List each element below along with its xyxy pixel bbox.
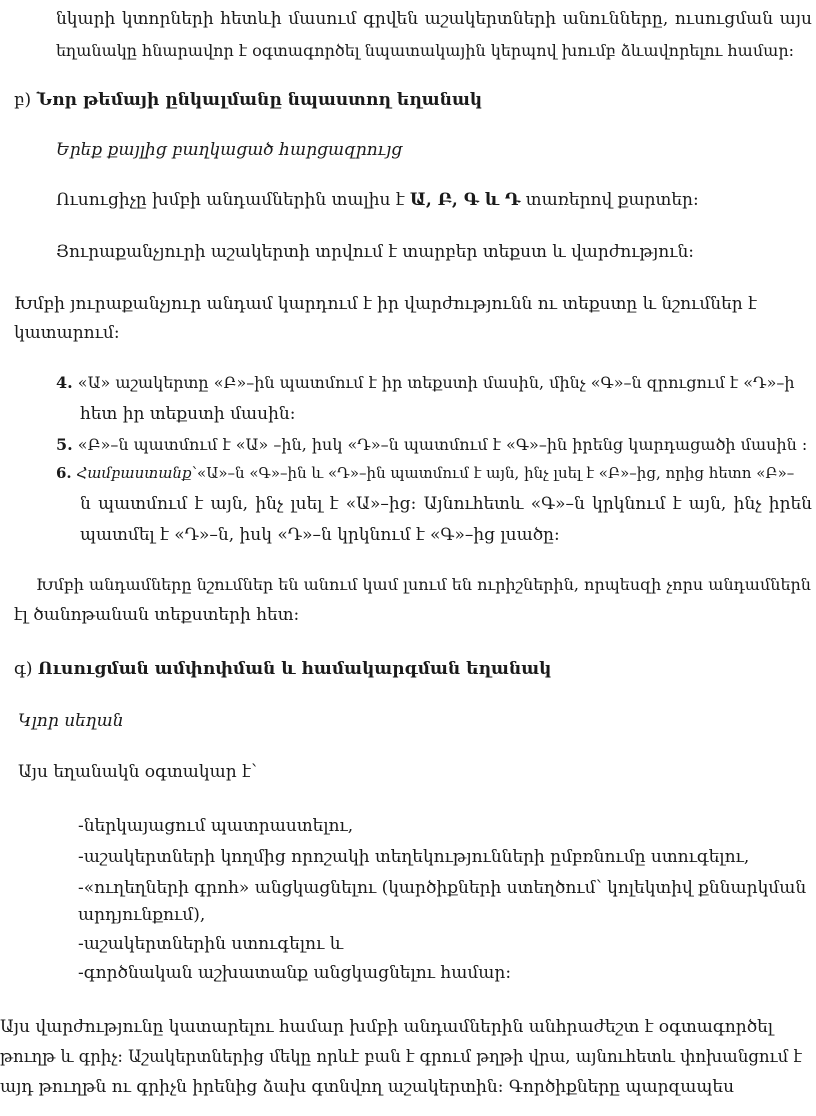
list-number: 5.: [56, 435, 73, 454]
section-b-p1: [56, 189, 699, 211]
section-g-item-1: -ներկայացում պատրաստելու,: [78, 816, 354, 836]
section-g-letter: գ): [14, 659, 33, 679]
list-number: 6.: [56, 464, 72, 482]
section-b-heading: [14, 89, 482, 111]
list-item-6-cont2: պատմել է «Դ»–ն, իսկ «Դ»–ն կրկնում է «Գ»–ից լսածը:: [80, 525, 560, 545]
section-g-item-2: -աշակերտների կողմից որոշակի տեղեկությունների ըմբռնումը ստուգելու,: [78, 847, 750, 867]
section-g-title: Ուսուցման ամփոփման և համակարգման եղանակ: [37, 659, 552, 679]
list-text: «Ա» աշակերտը «Բ»–ին պատմում է իր տեքստի մասին, մինչ «Գ»–ն զրուցում է «Դ»–ի: [77, 373, 795, 392]
list-number: 4.: [56, 373, 73, 392]
list-italic-term: Համբաստանք: [76, 464, 192, 482]
intro-line-2: եղանակը հնարավոր է օգտագործել նպատակային կերպով խումբ ձևավորելու համար:: [56, 41, 795, 60]
section-g-p2-line1: Այս վարժությունը կատարելու համար խմբի անդամներին անհրաժեշտ է օգտագործել: [0, 1017, 774, 1037]
section-g-item-5: -գործնական աշխատանք անցկացնելու համար:: [78, 963, 512, 983]
section-g-item-4: -աշակերտներին ստուգելու և: [78, 934, 344, 954]
list-item-4: [56, 372, 795, 394]
section-b-p3-line1: Խմբի յուրաքանչյուր անդամ կարդում է իր վարժությունն ու տեքստը և նշումներ է: [14, 294, 757, 314]
section-g-subtitle: Կլոր սեղան: [18, 711, 124, 731]
section-b-p2: Յուրաքանչյուրի աշակերտի տրվում է տարբեր տեքստ և վարժություն:: [56, 242, 695, 262]
section-b-letter: բ): [14, 90, 32, 110]
section-g-heading: [14, 658, 551, 680]
p1-letters: Ա, Բ, Գ և Դ: [409, 190, 521, 210]
section-b-title: Նոր թեմայի ընկալմանը նպաստող եղանակ: [36, 90, 483, 110]
section-g-p2-line3: այդ թուղթն ու գրիչն իրենից ձախ գտնվող աշակերտին: Գործիքները պարզապես: [0, 1077, 735, 1097]
list-item-5: [56, 434, 807, 456]
section-g-item-3-cont: արդյունքում),: [78, 905, 206, 925]
section-b-subtitle: Երեք քայլից բաղկացած հարցազրույց: [56, 140, 403, 160]
section-b-p4-line1: Խմբի անդամները նշումներ են անում կամ լսում են ուրիշներին, որպեսզի չորս անդամներն: [36, 575, 811, 594]
list-text: ՝«Ա»–ն «Գ»–ին և «Դ»–ին պատմում է այն, ինչ լսել է «Բ»–ից, որից հետո «Բ»–: [191, 464, 795, 482]
list-item-6: [56, 462, 794, 484]
p1-text-a: Ուսուցիչը խմբի անդամներին տալիս է: [56, 190, 410, 210]
list-text: «Բ»–ն պատմում է «Ա» –ին, իսկ «Դ»–ն պատմում է «Գ»–ին իրենց կարդացածի մասին :: [77, 435, 808, 454]
list-item-6-cont: ն պատմում է այն, ինչ լսել է «Ա»–ից: Այնուհետև «Գ»–ն կրկնում է այն, ինչ իրեն: [80, 494, 812, 514]
section-g-p1: Այս եղանակն օգտակար է՝: [18, 762, 257, 782]
p1-text-b: տառերով քարտեր:: [520, 190, 699, 210]
section-b-p4-line2: էլ ծանոթանան տեքստերի հետ:: [14, 605, 300, 625]
list-item-4-cont: հետ իր տեքստի մասին:: [80, 404, 296, 424]
intro-line-1: նկարի կտորների հետևի մասում գրվեն աշակերտների անունները, ուսուցման այս: [56, 9, 812, 29]
section-g-item-3: -«ուղեղների գրոհ» անցկացնելու (կարծիքների ստեղծում՝ կոլեկտիվ քննարկման: [78, 878, 807, 898]
section-g-p2-line2: թուղթ և գրիչ: Աշակերտներից մեկը որևէ բան է գրում թղթի վրա, այնուհետև փոխանցում է: [0, 1047, 802, 1066]
section-b-p3-line2: կատարում:: [14, 323, 120, 343]
